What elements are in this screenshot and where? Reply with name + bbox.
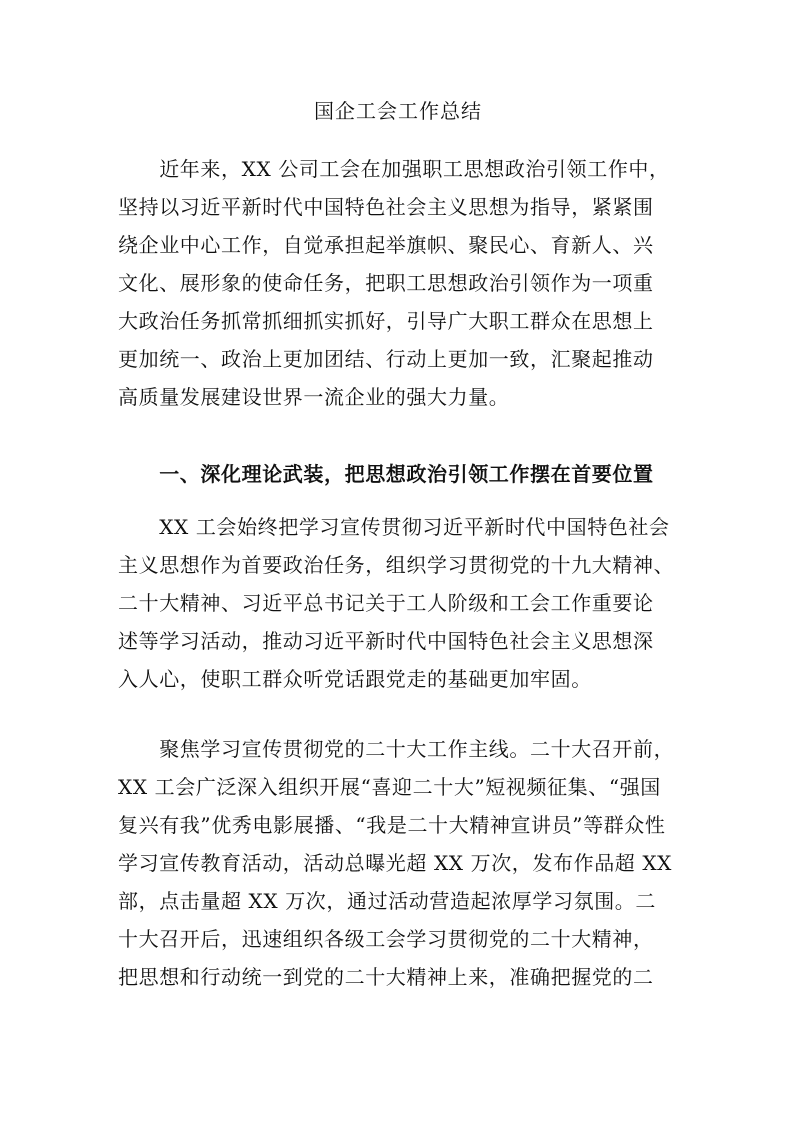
paragraph-line: 大政治任务抓常抓细抓实抓好，引导广大职工群众在思想上 [118,309,654,333]
paragraph-line: 部，点击量超 XX 万次，通过活动营造起浓厚学习氛围。二 [118,889,656,913]
paragraph-line: 把思想和行动统一到党的二十大精神上来，准确把握党的二 [118,965,654,989]
paragraph-line: 聚焦学习宣传贯彻党的二十大工作主线。二十大召开前， [118,737,675,761]
paragraph-line: 高质量发展建设世界一流企业的强大力量。 [118,385,510,409]
intro-paragraph [118,150,678,416]
paragraph-line: 十大召开后，迅速组织各级工会学习贯彻党的二十大精神， [118,927,654,951]
document-title: 国企工会工作总结 [314,99,482,123]
paragraph-line: XX 工会始终把学习宣传贯彻习近平新时代中国特色社会 [118,515,670,539]
paragraph-line: 学习宣传教育活动，活动总曝光超 XX 万次，发布作品超 XX [118,851,673,875]
paragraph-line: 坚持以习近平新时代中国特色社会主义思想为指导，紧紧围 [118,195,654,219]
section-paragraph [118,508,678,698]
paragraph-line: 文化、展形象的使命任务，把职工思想政治引领作为一项重 [118,271,654,295]
paragraph-line: 复兴有我”优秀电影展播、“我是二十大精神宣讲员”等群众性 [118,813,666,837]
paragraph-line: 更加统一、政治上更加团结、行动上更加一致，汇聚起推动 [118,347,654,371]
paragraph-line: 近年来，XX 公司工会在加强职工思想政治引领工作中， [118,157,670,181]
paragraph-line: 二十大精神、习近平总书记关于工人阶级和工会工作重要论 [118,591,654,615]
paragraph-line: 主义思想作为首要政治任务，组织学习贯彻党的十九大精神、 [118,553,675,577]
paragraph-line: 入人心，使职工群众听党话跟党走的基础更加牢固。 [118,667,592,691]
paragraph-line: 述等学习活动，推动习近平新时代中国特色社会主义思想深 [118,629,654,653]
paragraph-line: 绕企业中心工作，自觉承担起举旗帜、聚民心、育新人、兴 [118,233,654,257]
paragraph-line: XX 工会广泛深入组织开展“喜迎二十大”短视频征集、“强国 [118,775,661,799]
section-heading: 一、深化理论武装，把思想政治引领工作摆在首要位置 [118,462,654,486]
body-paragraph [118,730,678,996]
